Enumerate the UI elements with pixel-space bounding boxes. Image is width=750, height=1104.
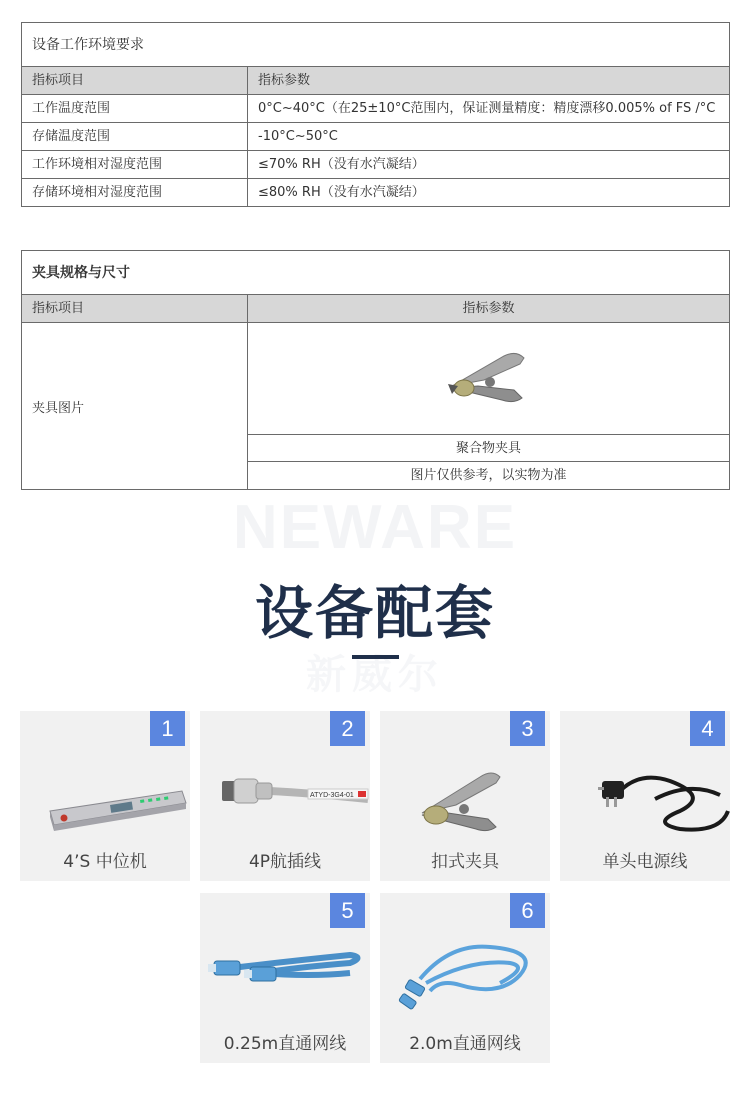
table-row	[22, 151, 729, 179]
table-header-row	[22, 295, 729, 323]
card-label: 单头电源线	[602, 852, 688, 872]
table-row	[22, 123, 729, 151]
row-value: -10°C~50°C	[258, 129, 338, 144]
accessory-card	[200, 711, 370, 881]
card-label: 2.0m直通网线	[409, 1034, 521, 1054]
card-number: 1	[150, 711, 185, 746]
header-cell-item: 指标项目	[22, 295, 248, 322]
clamp-row	[22, 323, 729, 489]
image-note: 图片仅供参考，以实物为准	[410, 468, 567, 483]
header-cell-param: 指标参数	[258, 73, 311, 88]
table-title: 设备工作环境要求	[22, 23, 729, 67]
clamp-image	[248, 323, 729, 435]
accessory-card	[20, 711, 190, 881]
network-cable-short-icon	[200, 933, 370, 1033]
table-header-row	[22, 67, 729, 95]
accessory-card	[560, 711, 730, 881]
card-number: 5	[330, 893, 365, 928]
row-value: ≤80% RH（没有水汽凝结）	[258, 185, 425, 200]
header-cell-item: 指标项目	[22, 67, 248, 94]
section-title: 设备配套	[254, 579, 495, 647]
watermark-cn: 新威尔	[306, 652, 444, 698]
title-underline	[352, 655, 399, 659]
row-label: 工作温度范围	[22, 95, 248, 122]
accessory-card	[200, 893, 370, 1063]
row-label: 存储环境相对湿度范围	[22, 179, 248, 207]
svg-text:ATYD-3G4-01: ATYD-3G4-01	[310, 792, 354, 799]
row-label: 夹具图片	[22, 323, 248, 489]
clamp-icon	[444, 344, 534, 414]
accessory-card	[380, 893, 550, 1063]
aviation-plug-cable-icon	[200, 751, 370, 851]
table-row	[22, 95, 729, 123]
clamp-spec-table	[21, 250, 730, 490]
card-label: 0.25m直通网线	[223, 1034, 347, 1054]
row-label: 存储温度范围	[22, 123, 248, 150]
row-value: 0°C~40°C（在25±10°C范围内，保证测量精度：精度漂移0.005% of FS /°C	[258, 101, 716, 116]
card-number: 4	[690, 711, 725, 746]
table-title: 夹具规格与尺寸	[22, 251, 729, 295]
card-number: 2	[330, 711, 365, 746]
environment-requirements-table	[21, 22, 730, 207]
card-label: 4P航插线	[248, 852, 322, 872]
power-cord-icon	[560, 751, 730, 851]
card-label: 4’S 中位机	[63, 852, 147, 872]
card-number: 3	[510, 711, 545, 746]
clamp-name: 聚合物夹具	[248, 435, 729, 462]
watermark-en: NEWARE	[232, 493, 518, 562]
clip-fixture-icon	[380, 751, 550, 851]
card-label: 扣式夹具	[431, 852, 499, 872]
row-label: 工作环境相对湿度范围	[22, 151, 248, 178]
row-value: ≤70% RH（没有水汽凝结）	[258, 157, 425, 172]
header-cell-param: 指标参数	[462, 301, 515, 316]
card-number: 6	[510, 893, 545, 928]
table-row	[22, 179, 729, 207]
middle-unit-icon	[20, 751, 190, 851]
accessory-card	[380, 711, 550, 881]
network-cable-long-icon	[380, 933, 550, 1033]
